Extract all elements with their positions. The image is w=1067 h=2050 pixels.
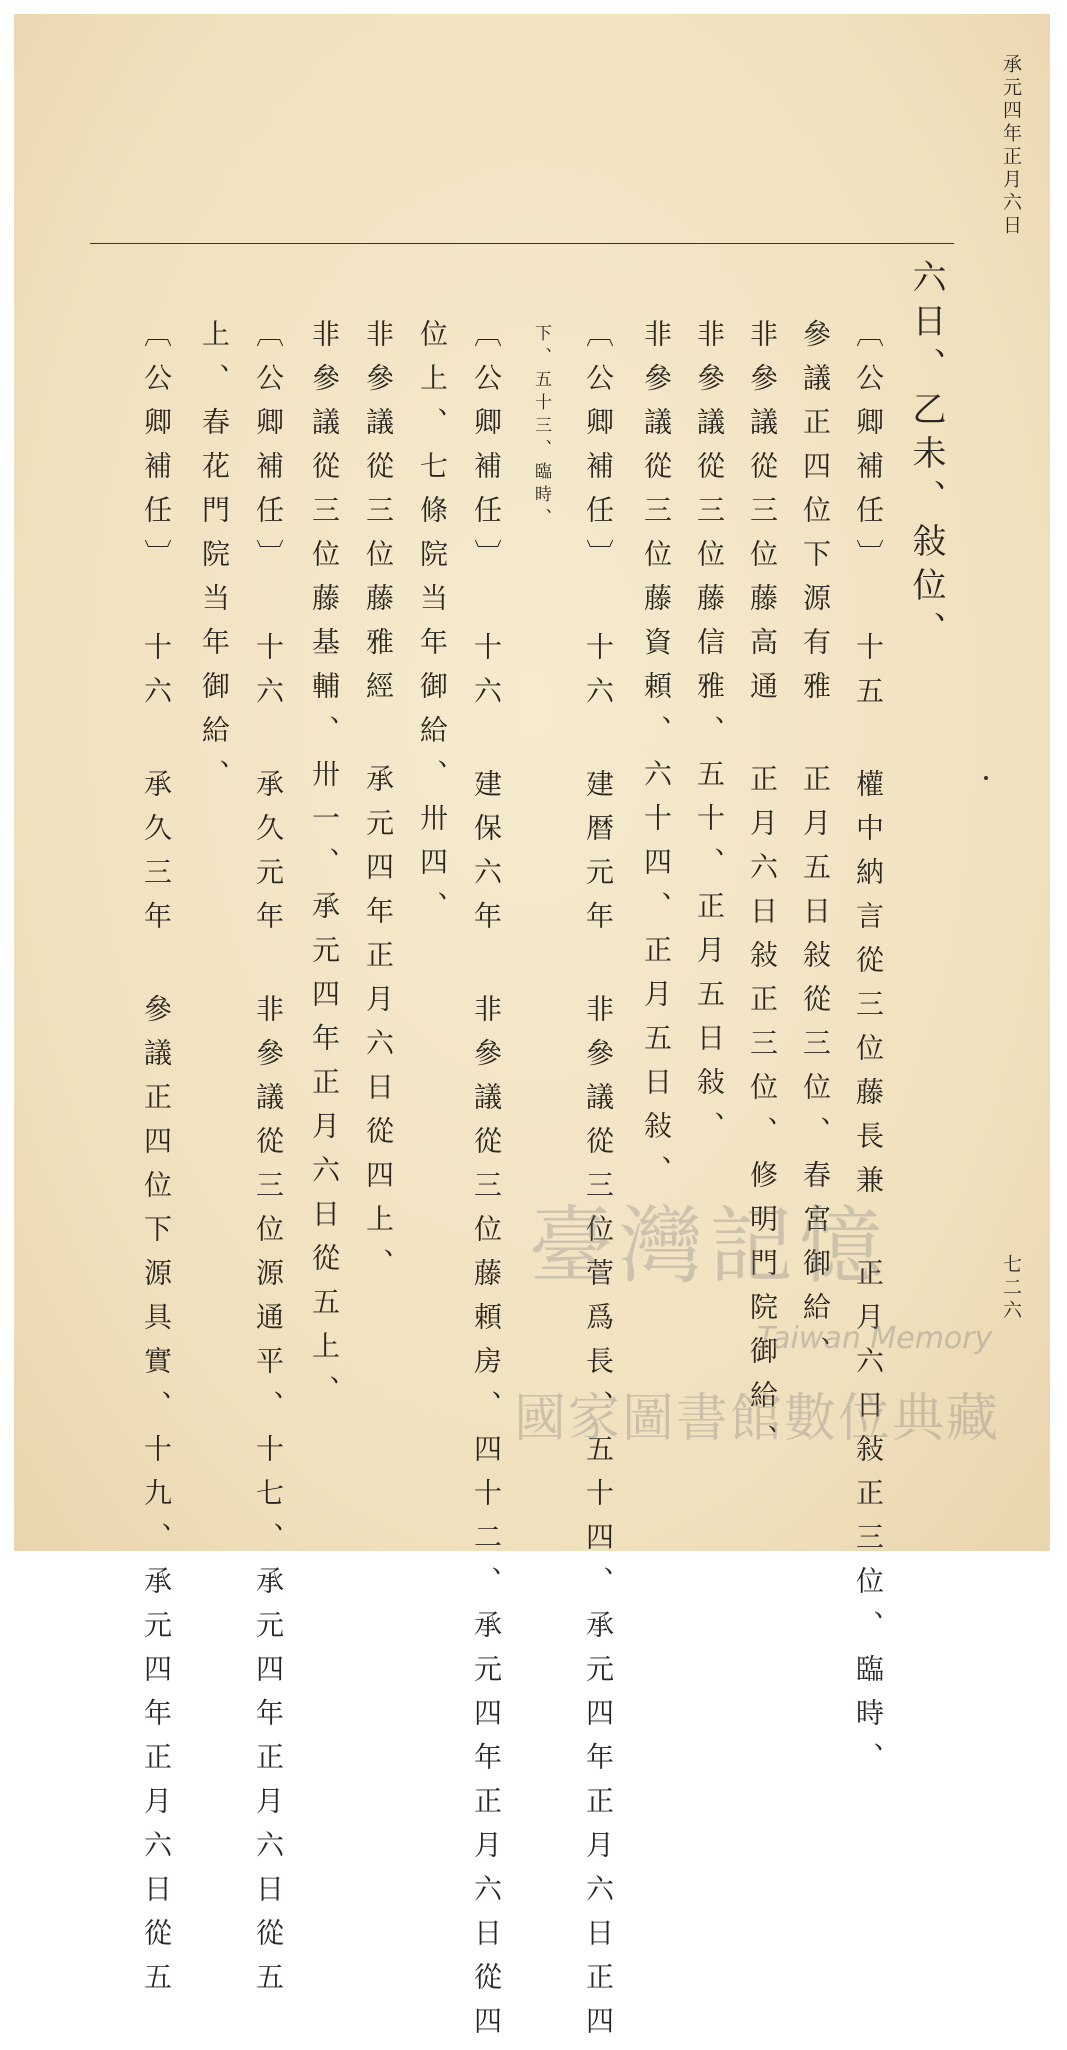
text-column-12: 非參議從三位藤基輔、卅一、承元四年正月六日從五上、 [308, 319, 341, 1419]
text-column-11: 非參議從三位藤雅經 承元四年正月六日從四上、 [362, 319, 395, 1292]
text-column-1: 六日、乙未、敍位、 [906, 259, 946, 655]
watermark-main: 臺灣記憶 [529, 1197, 890, 1295]
text-column-6: 非參議從三位藤資頼、六十四、正月五日敍、 [640, 319, 673, 1199]
document-page [14, 14, 1050, 2050]
margin-dot [984, 776, 988, 780]
text-column-2: 〔公卿補任〕 十五 權中納言從三位藤長兼 正月六日敍正三位、臨時、 [852, 319, 885, 1786]
page-number: 七二六 [1000, 1254, 1022, 1323]
text-column-5: 非參議從三位藤信雅、五十、正月五日敍、 [693, 319, 726, 1155]
text-column-15: 〔公卿補任〕 十六 承久三年 參議正四位下源具實、十九、承元四年正月六日從五 [140, 319, 173, 2006]
running-title: 承元四年正月六日 [1000, 54, 1022, 238]
header-rule [90, 243, 954, 244]
text-column-14: 上、春花門院当年御給、 [198, 319, 231, 803]
text-column-3: 參議正四位下源有雅 正月五日敍從三位、春宮御給、 [799, 319, 832, 1380]
text-column-9: 〔公卿補任〕 十六 建保六年 非參議從三位藤頼房、四十二、承元四年正月六日從四 [470, 319, 503, 2050]
watermark-english: Taiwan Memory [757, 1321, 993, 1356]
text-column-13: 〔公卿補任〕 十六 承久元年 非參議從三位源通平、十七、承元四年正月六日從五 [252, 319, 285, 2006]
text-column-10: 位上、七條院当年御給、卅四、 [416, 319, 449, 935]
text-column-8: 下、五十三、臨時、 [531, 324, 551, 531]
watermark-chinese: 國家圖書館數位典藏 [514, 1389, 1001, 1449]
text-column-4: 非參議從三位藤高通 正月六日敍正三位、修明門院御給、 [746, 319, 779, 1468]
text-column-7: 〔公卿補任〕 十六 建暦元年 非參議從三位菅爲長、五十四、承元四年正月六日正四 [582, 319, 615, 2050]
